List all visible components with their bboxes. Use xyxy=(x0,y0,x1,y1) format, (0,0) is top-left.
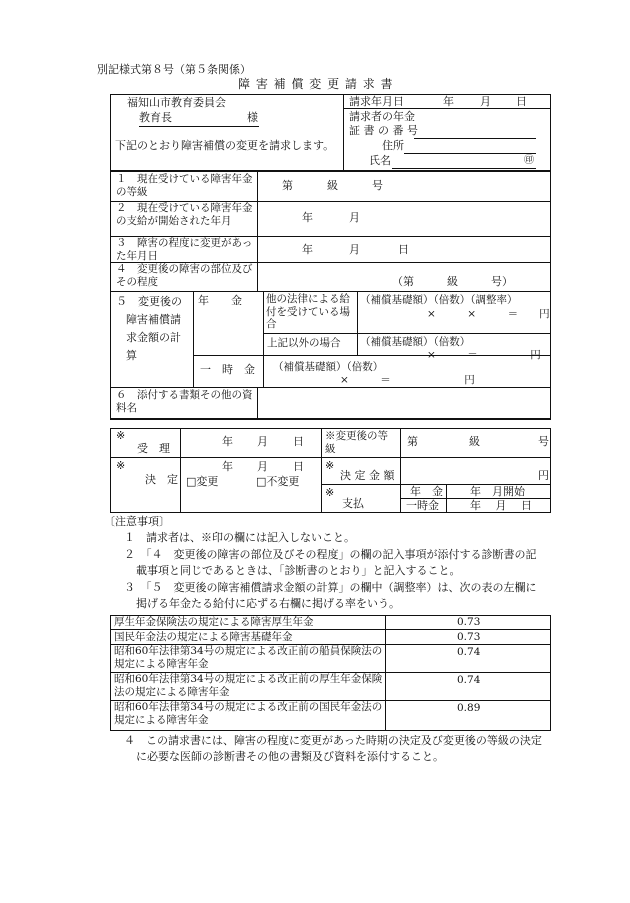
juri-month: 月 xyxy=(257,435,268,448)
name-field[interactable] xyxy=(392,168,536,169)
note-3b: 掲げる年金たる給付に応ずる右欄に掲げる率をいう。 xyxy=(136,597,400,610)
addressee-sama: 様 xyxy=(247,111,258,124)
kettei-label: 決 定 xyxy=(145,473,178,486)
row5-other-law: 他の法律による給付を受けている場合 xyxy=(266,293,350,331)
row5-label-3: 求金額の計 xyxy=(126,331,181,344)
seal-mark: ㊞ xyxy=(524,155,534,166)
row5-other-law-formula1: （補償基礎額）（倍数）（調整率） xyxy=(360,294,518,306)
row5-ichiji-formula1: （補償基礎額）（倍数） xyxy=(273,361,384,373)
new-grade-label: ※変更後の等級 xyxy=(325,430,388,455)
juri-year: 年 xyxy=(222,435,233,448)
row3-label: ３ 障害の程度に変更があった年月日 xyxy=(116,237,253,262)
name-label: 氏名 xyxy=(369,154,391,167)
pay-ymd: 年 月 日 xyxy=(470,499,532,512)
address-label: 住所 xyxy=(382,139,404,152)
juri-mark: ※ xyxy=(116,429,126,442)
shiharai-label: 支払 xyxy=(342,497,364,510)
date-label: 請求年月日 xyxy=(349,95,404,108)
rate-row-name: 昭和60年法律第34号の規定による改正前の国民年金法の規定による障害年金 xyxy=(114,701,383,726)
rate-row-name: 昭和60年法律第34号の規定による改正前の船員保険法の規定による障害年金 xyxy=(114,645,383,670)
request-text: 下記のとおり障害補償の変更を請求します。 xyxy=(115,139,335,152)
pension-label: 請求者の年金 xyxy=(349,110,415,123)
shiharai-mark: ※ xyxy=(325,486,335,499)
rate-row-value: 0.74 xyxy=(457,674,481,686)
row3-month: 月 xyxy=(349,243,360,256)
row5-other-law-formula2: × × ＝ 円 xyxy=(427,308,550,320)
henkou-checkbox[interactable]: □変更 xyxy=(186,475,219,488)
row3-day: 日 xyxy=(398,243,409,256)
date-year: 年 xyxy=(443,95,454,108)
pay-ichijikin: 一時金 xyxy=(406,499,439,512)
rate-row-name: 厚生年金保険法の規定による障害厚生年金 xyxy=(114,616,314,628)
rate-row-name: 国民年金法の規定による障害基礎年金 xyxy=(114,631,293,643)
rate-row-value: 0.73 xyxy=(457,616,481,628)
fuhenkou-checkbox[interactable]: □不変更 xyxy=(256,475,300,488)
notes-heading: 〔注意事項〕 xyxy=(104,515,170,528)
new-grade-kyu: 級 xyxy=(469,435,480,448)
rate-row-value: 0.89 xyxy=(457,702,481,714)
note-4b: に必要な医師の診断書その他の書類及び資料を添付すること。 xyxy=(136,750,444,763)
row5-other-case-formula1: （補償基礎額）（倍数） xyxy=(360,336,471,348)
cert-no-label: 証 書 の 番 号 xyxy=(349,124,418,137)
row4-grade: （第 級 号） xyxy=(392,275,513,288)
note-3a: ３ 「５ 変更後の障害補償請求金額の計算」の欄中（調整率）は、次の表の左欄に xyxy=(124,581,537,594)
addressee-org: 福知山市教育委員会 xyxy=(127,96,226,109)
address-field[interactable] xyxy=(404,153,536,154)
rate-row-value: 0.74 xyxy=(457,646,481,658)
row2-year: 年 xyxy=(302,211,313,224)
row5-label-1: ５ 変更後の xyxy=(116,295,182,308)
row6-label: ６ 添付する書類その他の資料名 xyxy=(116,389,253,414)
row1-label: １ 現在受けている障害年金の等級 xyxy=(116,173,253,198)
date-day: 日 xyxy=(516,95,527,108)
note-2a: ２ 「４ 変更後の障害の部位及びその程度」の欄の記入事項が添付する診断書の記 xyxy=(124,548,537,561)
juri-day: 日 xyxy=(293,435,304,448)
kingaku-mark: ※ xyxy=(325,459,335,472)
row3-year: 年 xyxy=(302,243,313,256)
new-grade-dai: 第 xyxy=(407,435,418,448)
note-1: １ 請求者は、※印の欄には記入しないこと。 xyxy=(124,531,355,544)
new-grade-go: 号 xyxy=(538,435,549,448)
kettei-mark: ※ xyxy=(116,459,126,472)
date-month: 月 xyxy=(480,95,491,108)
kettei-year: 年 xyxy=(222,460,233,473)
document-title: 障 害 補 償 変 更 請 求 書 xyxy=(238,77,394,91)
row1-dai: 第 xyxy=(282,179,293,192)
row1-kyu: 級 xyxy=(327,179,338,192)
row1-go: 号 xyxy=(372,179,383,192)
kettei-kingaku-label: 決 定 金 額 xyxy=(340,469,395,482)
pay-nenkin: 年 金 xyxy=(410,485,443,498)
note-4a: ４ この請求書には、障害の程度に変更があった時期の決定及び変更後の等級の決定 xyxy=(124,734,542,747)
pay-kaishi: 年 月開始 xyxy=(470,485,525,498)
note-2b: 載事項と同じであるときは、「診断書のとおり」と記入すること。 xyxy=(136,564,461,577)
form-id: 別記様式第８号（第５条関係） xyxy=(97,63,251,76)
juri-label: 受 理 xyxy=(137,442,170,455)
rate-row-value: 0.73 xyxy=(457,631,481,643)
row5-other-case: 上記以外の場合 xyxy=(267,337,341,349)
row5-label-4: 算 xyxy=(126,349,137,362)
row5-label-2: 障害補償請 xyxy=(126,313,181,326)
row5-nenkin: 年 金 xyxy=(198,294,242,307)
row4-label: ４ 変更後の障害の部位及びその程度 xyxy=(116,263,253,288)
addressee-role: 教育長 xyxy=(139,111,172,124)
cert-no-field[interactable] xyxy=(414,138,536,139)
row5-ichiji-formula2: × ＝ 円 xyxy=(340,374,475,386)
row5-ichiji: 一 時 金 xyxy=(200,363,255,376)
row2-label: ２ 現在受けている障害年金の支給が開始された年月 xyxy=(116,202,253,227)
kingaku-en: 円 xyxy=(538,469,549,482)
row5-other-case-formula2: × ＝ 円 xyxy=(427,349,541,361)
row2-month: 月 xyxy=(349,211,360,224)
kettei-month: 月 xyxy=(257,460,268,473)
rate-row-name: 昭和60年法律第34号の規定による改正前の厚生年金保険法の規定による障害年金 xyxy=(114,673,383,698)
kettei-day: 日 xyxy=(293,460,304,473)
